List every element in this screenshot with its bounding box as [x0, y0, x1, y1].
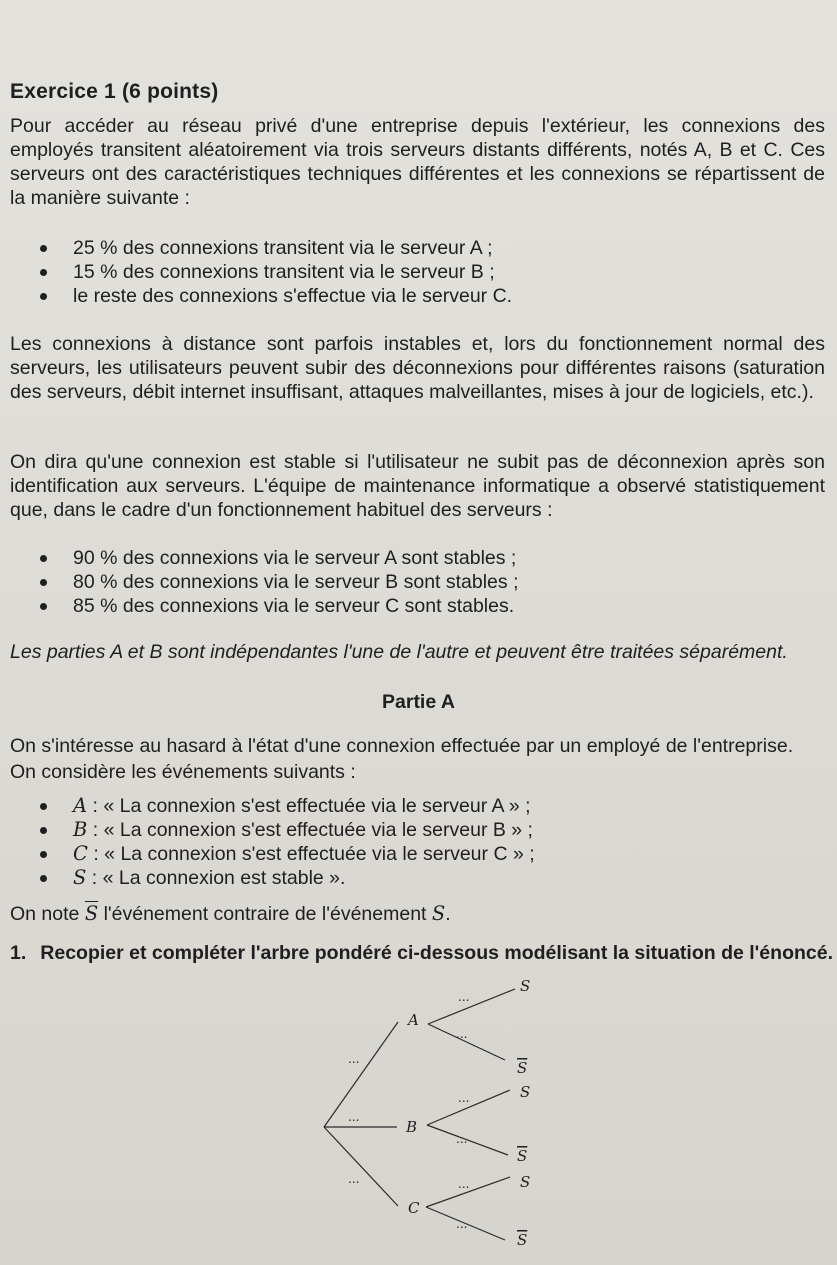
event-variable: A [73, 794, 88, 817]
s-variable: S [431, 902, 446, 925]
prob-placeholder-b: ... [348, 1110, 360, 1124]
event-description: : « La connexion s'est effectuée via le serveur A » ; [87, 795, 531, 817]
event-item [40, 818, 535, 842]
list-item: le reste des connexions s'effectue via le serveur C. [40, 284, 512, 308]
leaf-a-s: S [520, 977, 531, 995]
event-item [40, 842, 535, 866]
node-c: C [408, 1199, 420, 1217]
events-intro: On considère les événements suivants : [10, 761, 356, 783]
node-b: B [406, 1118, 418, 1136]
events-list [40, 794, 535, 890]
part-a-intro: On s'intéresse au hasard à l'état d'une connexion effectuée par un employé de l'entreprise. [10, 735, 794, 757]
question-text: Recopier et compléter l'arbre pondéré ci-dessous modélisant la situation de l'énoncé. [40, 942, 833, 964]
note-prefix: On note [10, 903, 85, 925]
list-item: 80 % des connexions via le serveur B sont stables ; [40, 570, 519, 594]
list-item: 85 % des connexions via le serveur C sont stables. [40, 594, 519, 618]
intro-paragraph: Pour accéder au réseau privé d'une entreprise depuis l'extérieur, les connexions des employés transitent aléatoirement via trois serveurs distants différents, notés A, B et C. Ces serveurs ont des caractéristiques techniques différentes et les connexions se répartissent de la manière suivante : [10, 115, 825, 209]
leaf-b-sbar: S [517, 1147, 528, 1165]
branch-root-a [324, 1022, 398, 1127]
prob-placeholder-a-s: ... [458, 990, 470, 1004]
stability-list [40, 546, 519, 618]
prob-placeholder-a: ... [348, 1052, 360, 1066]
node-a: A [408, 1011, 419, 1029]
note-suffix: l'événement contraire de l'événement [98, 903, 432, 925]
instability-paragraph: Les connexions à distance sont parfois instables et, lors du fonctionnement normal des serveurs, les utilisateurs peuvent subir des déconnexions pour différentes raisons (saturation des serveurs, débit internet insuffisant, attaques malveillantes, mises à jour de logiciels, etc.). [10, 333, 825, 403]
question-1 [10, 942, 833, 965]
prob-placeholder-b-s: ... [458, 1091, 470, 1105]
complement-note [10, 902, 825, 926]
list-item: 90 % des connexions via le serveur A sont stables ; [40, 546, 519, 570]
branch-b-sbar [427, 1125, 508, 1155]
event-description: : « La connexion s'est effectuée via le serveur B » ; [87, 819, 533, 841]
prob-placeholder-a-sbar: ... [456, 1027, 468, 1041]
prob-placeholder-c-sbar: ... [456, 1217, 468, 1231]
prob-placeholder-c-s: ... [458, 1177, 470, 1191]
leaf-c-s: S [520, 1173, 531, 1191]
prob-placeholder-c: ... [348, 1172, 360, 1186]
list-item: 15 % des connexions transitent via le serveur B ; [40, 260, 512, 284]
question-number: 1. [10, 942, 27, 964]
event-variable: B [73, 818, 88, 841]
probability-tree [300, 975, 560, 1255]
event-variable: S [73, 866, 87, 889]
event-item [40, 866, 535, 890]
exercise-title: Exercice 1 (6 points) [10, 80, 219, 103]
event-description: : « La connexion s'est effectuée via le serveur C » ; [87, 843, 535, 865]
distribution-list [40, 236, 512, 308]
event-variable: C [73, 842, 88, 865]
s-bar-variable: $\overline{S}$ [84, 902, 99, 925]
note-end: . [445, 903, 451, 925]
part-a-heading: Partie A [382, 691, 455, 713]
event-description: : « La connexion est stable ». [86, 867, 346, 889]
leaf-b-s: S [520, 1083, 531, 1101]
list-item: 25 % des connexions transitent via le serveur A ; [40, 236, 512, 260]
leaf-a-sbar: S [517, 1059, 528, 1077]
branch-a-s [428, 989, 515, 1024]
leaf-c-sbar: S [517, 1231, 528, 1249]
stable-definition-paragraph: On dira qu'une connexion est stable si l'utilisateur ne subit pas de déconnexion après son identification aux serveurs. L'équipe de maintenance informatique a observé statistiquement que, dans le cadre d'un fonctionnement habituel des serveurs : [10, 451, 825, 521]
independence-note: Les parties A et B sont indépendantes l'une de l'autre et peuvent être traitées séparément. [10, 641, 788, 663]
event-item [40, 794, 535, 818]
prob-placeholder-b-sbar: ... [456, 1132, 468, 1146]
branch-root-c [324, 1127, 398, 1206]
